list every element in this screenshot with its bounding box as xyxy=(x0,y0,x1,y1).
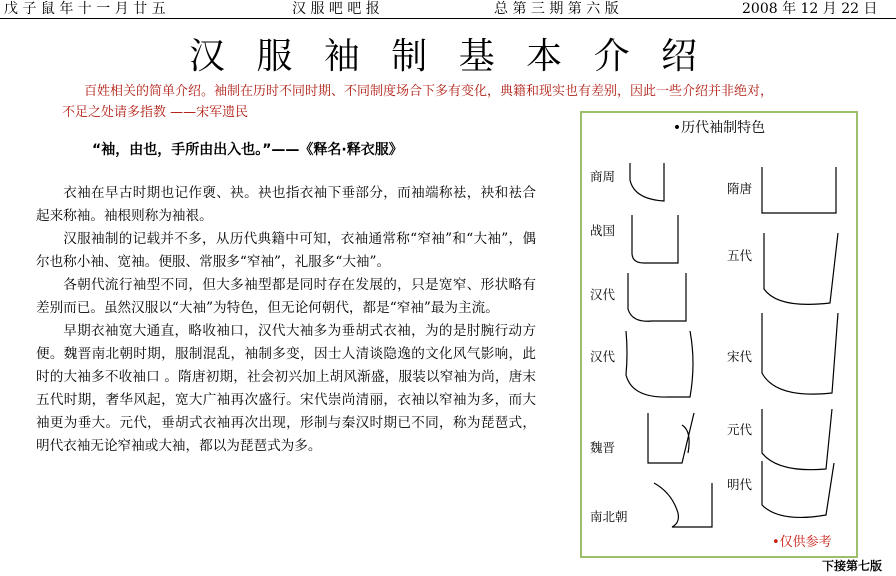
era-label-right: 明代 xyxy=(727,477,753,492)
issue-date: 2008 年 12 月 22 日 xyxy=(742,1,878,17)
era-label-right: 宋代 xyxy=(727,349,753,364)
paragraph: 早期衣袖宽大通直，略收袖口，汉代大袖多为垂胡式衣袖，为的是肘腕行动方便。魏晋南北朝时期，服制混乱，袖制多变，因士人清谈隐逸的文化风气影响，此时的大袖多不收袖口 。隋唐初期，社会初兴加上胡风渐盛，服装以窄袖为尚，唐末五代时期，奢华风起，宽大广袖再次盛行。宋代崇尚清丽，衣袖以窄袖为多，而大袖更为垂大。元代，垂胡式衣袖再次出现，形制与秦汉时期已不同，称为琵琶式，明代衣袖无论窄袖或大袖，都以为琵琶式为多。 xyxy=(36,323,536,454)
sleeve-yuandai xyxy=(762,409,832,470)
intro-line-1: 百姓相关的简单介绍。袖制在历时不同时期、不同制度场合下多有变化，典籍和现实也有差别，因此一些介绍并非绝对， xyxy=(84,84,774,99)
sleeve-handai-2 xyxy=(626,331,693,397)
paragraph: 各朝代流行袖型不同，但大多袖型都是同时存在发展的，只是宽窄、形状略有差别而已。虽然汉服以“大袖”为特色，但无论何朝代，都是“窄袖”最为主流。 xyxy=(36,277,536,316)
sleeve-songdai xyxy=(762,313,838,394)
page-title: 汉 服 袖 制 基 本 介 绍 xyxy=(188,36,708,77)
sleeve-wudai xyxy=(764,233,838,304)
era-label-left: 魏晋 xyxy=(590,440,616,455)
sleeve-styles-panel xyxy=(580,111,858,558)
newspaper-header xyxy=(0,0,896,19)
era-label-left: 商周 xyxy=(590,169,616,184)
era-label-right: 五代 xyxy=(727,248,753,263)
paragraph: 衣袖在早古时期也记作褏、袂。袂也指衣袖下垂部分，而袖端称袪，袂和袪合起来称袖。袖根则称为袖裉。 xyxy=(36,185,536,224)
epigraph-quote: “袖，由也，手所由出入也。”——《释名·释衣服》 xyxy=(92,142,403,158)
reference-note: •仅供参考 xyxy=(772,535,832,550)
paragraph: 汉服袖制的记载并不多，从历代典籍中可知，衣袖通常称“窄袖”和“大袖”，偶尔也称小袖、宽袖。便服、常服多“窄袖”，礼服多“大袖”。 xyxy=(36,231,536,270)
sleeve-suitang xyxy=(762,167,836,213)
sleeve-handai-1 xyxy=(628,273,686,321)
lunar-date: 戊 子 鼠 年 十 一 月 廿 五 xyxy=(4,1,166,17)
era-label-left: 汉代 xyxy=(590,287,616,302)
article-body xyxy=(36,182,536,458)
era-label-left: 汉代 xyxy=(590,349,616,364)
era-label-right: 隋唐 xyxy=(727,181,753,196)
publication-name: 汉 服 吧 吧 报 xyxy=(292,1,380,17)
era-label-left: 战国 xyxy=(590,223,616,238)
sleeve-shangzhou xyxy=(630,163,664,201)
era-label-right: 元代 xyxy=(727,422,753,437)
sleeve-nanbeichao xyxy=(654,483,712,527)
sleeve-weijin xyxy=(648,413,694,463)
continued-on-next: 下接第七版 xyxy=(821,559,882,573)
intro-line-2: 不足之处请多指教 ——宋军遗民 xyxy=(62,105,249,120)
issue-number: 总 第 三 期 第 六 版 xyxy=(494,1,619,17)
panel-title: •历代袖制特色 xyxy=(672,120,766,136)
sleeve-zhanguo xyxy=(632,215,678,263)
sleeve-diagrams xyxy=(582,113,856,556)
era-label-left: 南北朝 xyxy=(590,509,628,524)
